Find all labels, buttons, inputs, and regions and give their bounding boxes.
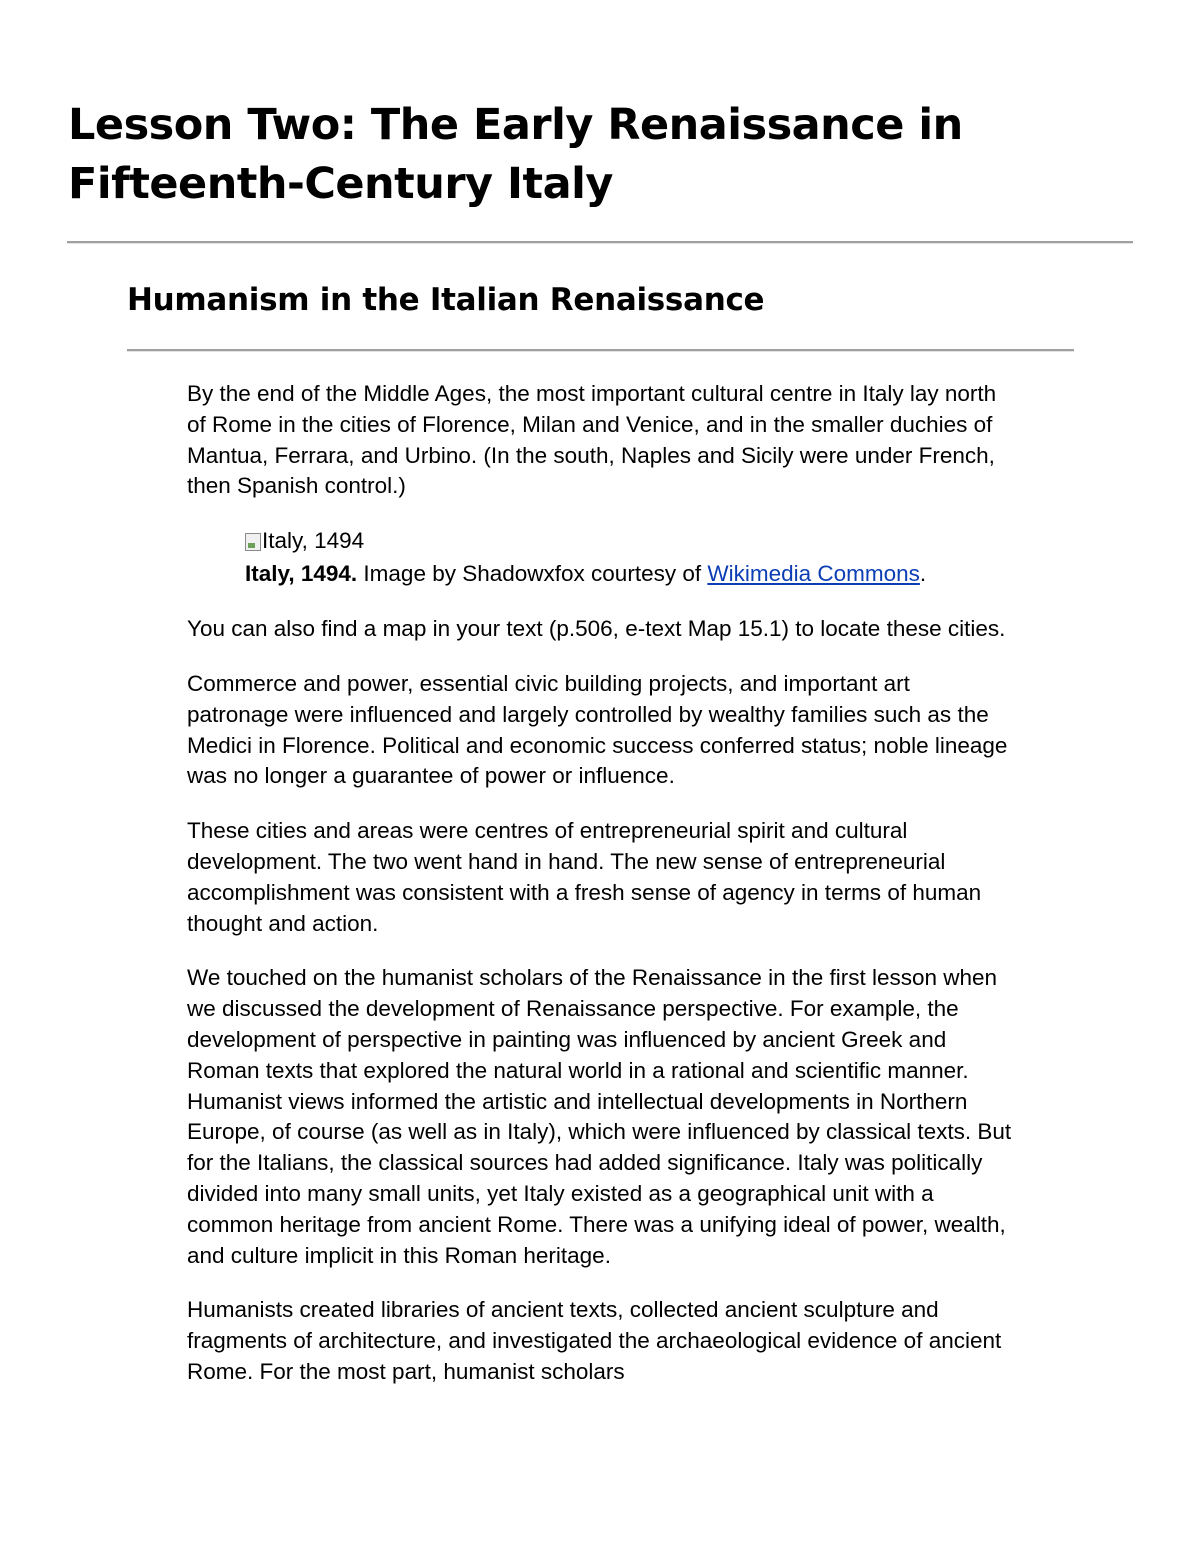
- lesson-body: [187, 379, 1017, 1412]
- map-image-alt-text: Italy, 1494: [262, 528, 365, 554]
- paragraph-entrepreneurial-spirit: These cities and areas were centres of entrepreneurial spirit and cultural development. The two went hand in hand. The new sense of entrepreneurial accomplishment was consistent with a fresh sense of agency in terms of human thought and action.: [187, 818, 982, 936]
- map-caption: [245, 559, 945, 590]
- section-title: Humanism in the Italian Renaissance: [127, 282, 765, 318]
- map-image: [245, 526, 364, 557]
- section-divider: [127, 349, 1074, 352]
- map-figure: [245, 526, 945, 590]
- title-divider: [67, 241, 1133, 244]
- paragraph-commerce-power: Commerce and power, essential civic building projects, and important art patronage were influenced and largely controlled by wealthy families such as the Medici in Florence. Political and economic success conferred status; noble lineage was no longer a guarantee of power or influence.: [187, 670, 1008, 789]
- page-title: Lesson Two: The Early Renaissance in Fifteenth-Century Italy: [68, 100, 963, 209]
- wikimedia-commons-link[interactable]: Wikimedia Commons: [707, 561, 920, 587]
- broken-image-icon: [245, 533, 261, 551]
- caption-title: Italy, 1494.: [245, 561, 358, 587]
- paragraph-map-reference: You can also find a map in your text (p.506, e-text Map 15.1) to locate these cities.: [187, 616, 1006, 642]
- paragraph-libraries: Humanists created libraries of ancient texts, collected ancient sculpture and fragments of architecture, and investigated the archaeological evidence of ancient Rome. For the most part, humanist scholars: [187, 1297, 1002, 1384]
- paragraph-humanist-scholars: We touched on the humanist scholars of the Renaissance in the first lesson when we discussed the development of Renaissance perspective. For example, the development of perspective in painting was influenced by ancient Greek and Roman texts that explored the natural world in a rational and scientific manner. Humanist views informed the artistic and intellectual developments in Northern Europe, of course (as well as in Italy), which were influenced by classical texts. But for the Italians, the classical sources had added significance. Italy was politically divided into many small units, yet Italy existed as a geographical unit with a common heritage from ancient Rome. There was a unifying ideal of power, wealth, and culture implicit in this Roman heritage.: [187, 965, 1012, 1268]
- paragraph-cultural-centres: By the end of the Middle Ages, the most important cultural centre in Italy lay north of Rome in the cities of Florence, Milan and Venice, and in the smaller duchies of Mantua, Ferrara, and Urbino. (In the south, Naples and Sicily were under French, then Spanish control.): [187, 381, 997, 499]
- caption-text: Image by Shadowxfox courtesy of: [357, 561, 708, 587]
- caption-end: .: [919, 561, 927, 587]
